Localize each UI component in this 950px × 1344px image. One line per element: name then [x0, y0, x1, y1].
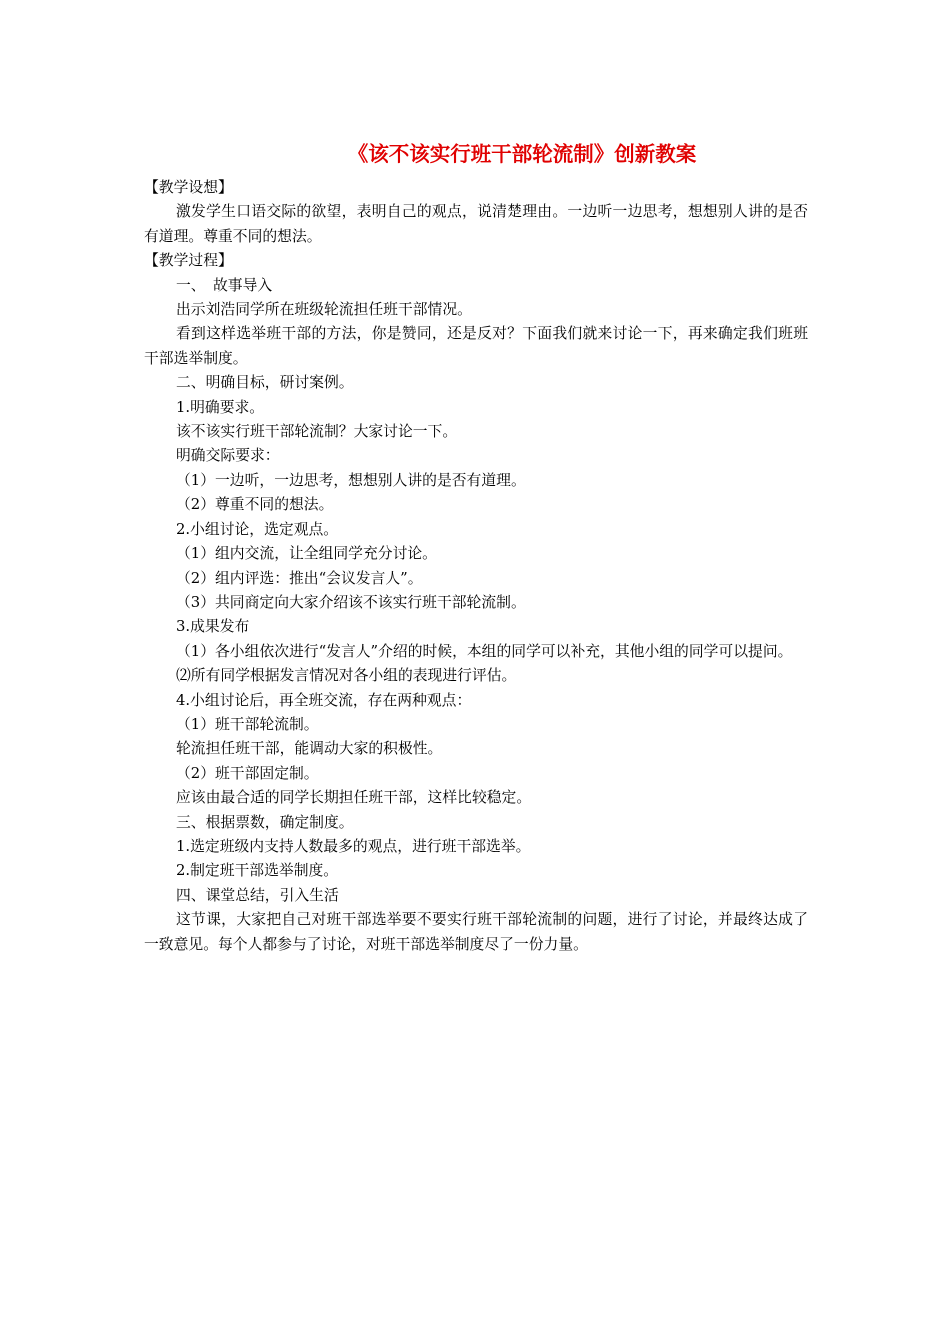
page-title: 《该不该实行班干部轮流制》创新教案 — [347, 142, 697, 166]
paragraph-line: 该不该实行班干部轮流制？大家讨论一下。 — [176, 423, 458, 441]
paragraph-line: 出示刘浩同学所在班级轮流担任班干部情况。 — [176, 301, 472, 319]
step-heading-intro: 一、 故事导入 — [176, 276, 273, 294]
step-heading-decide: 三、根据票数，确定制度。 — [176, 813, 354, 831]
paragraph-line: 应该由最合适的同学长期担任班干部，这样比较稳定。 — [176, 789, 532, 807]
paragraph-publish: （1）各小组依次进行“发言人”介绍的时候，本组的同学可以补充，其他小组的同学可以提问。 — [176, 642, 793, 660]
document-body — [144, 176, 808, 957]
list-item: （2）组内评选：推出“会议发言人”。 — [176, 569, 423, 587]
paragraph-summary: 这节课，大家把自己对班干部选举要不要实行班干部轮流制的问题，进行了讨论，并最终达成了一致意见。每个人都参与了讨论，对班干部选举制度尽了一份力量。 — [144, 911, 808, 953]
list-item: （3）共同商定向大家介绍该不该实行班干部轮流制。 — [176, 593, 526, 611]
step-heading-goals: 二、明确目标，研讨案例。 — [176, 374, 354, 392]
paragraph-line: 轮流担任班干部，能调动大家的积极性。 — [176, 740, 443, 758]
list-item: （2）尊重不同的想法。 — [176, 496, 334, 514]
paragraph-line: 2.制定班干部选举制度。 — [176, 862, 339, 880]
paragraph-line: 4.小组讨论后，再全班交流，存在两种观点： — [176, 691, 472, 709]
list-item: （1）班干部轮流制。 — [176, 715, 319, 733]
list-item: （1）组内交流，让全组同学充分讨论。 — [176, 545, 437, 563]
section-heading-process: 【教学过程】 — [144, 252, 233, 270]
paragraph-idea: 激发学生口语交际的欲望，表明自己的观点，说清楚理由。一边听一边思考，想想别人讲的是否有道理。尊重不同的想法。 — [144, 203, 808, 245]
paragraph-line: 2.小组讨论，选定观点。 — [176, 520, 339, 538]
section-heading-idea: 【教学设想】 — [144, 179, 233, 196]
list-item: （2）班干部固定制。 — [176, 764, 319, 782]
list-item: ⑵所有同学根据发言情况对各小组的表现进行评估。 — [176, 667, 517, 685]
paragraph-line: 1.选定班级内支持人数最多的观点，进行班干部选举。 — [176, 837, 531, 855]
paragraph-line: 3.成果发布 — [176, 618, 250, 636]
paragraph-discuss: 看到这样选举班干部的方法，你是赞同，还是反对？下面我们就来讨论一下，再来确定我们班班干部选举制度。 — [144, 325, 808, 367]
step-heading-summary: 四、课堂总结，引入生活 — [176, 886, 339, 904]
paragraph-line: 明确交际要求： — [176, 447, 280, 465]
paragraph-line: 1.明确要求。 — [176, 398, 265, 416]
list-item: （1）一边听，一边思考，想想别人讲的是否有道理。 — [176, 471, 526, 489]
